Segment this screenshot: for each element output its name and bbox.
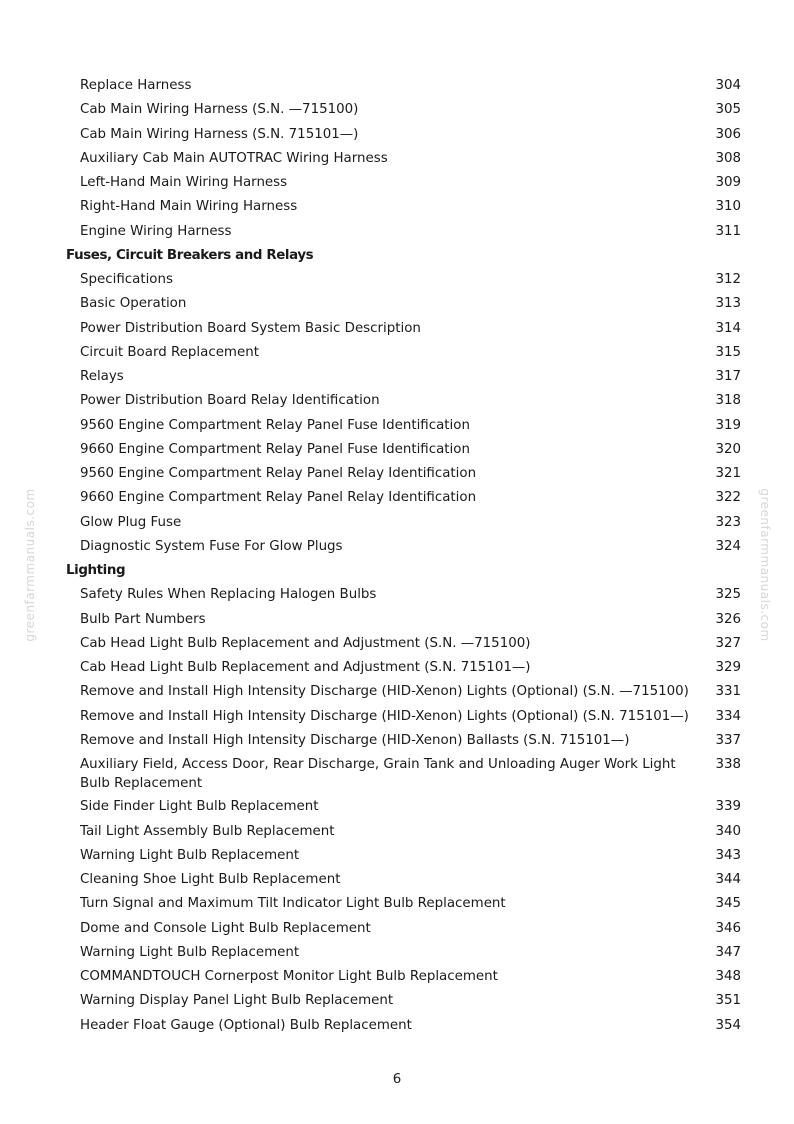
entry-title: Auxiliary Field, Access Door, Rear Discharge, Grain Tank and Unloading Auger Work Light Bulb Replacement	[80, 757, 676, 791]
entry-page-number: 323	[715, 514, 741, 530]
section-title: Lighting	[66, 563, 126, 578]
entry-title: Remove and Install High Intensity Discharge (HID-Xenon) Lights (Optional) (S.N. 715101—)	[80, 708, 689, 724]
entry-page-number: 306	[715, 126, 741, 142]
entry-title: Cab Head Light Bulb Replacement and Adjustment (S.N. —715100)	[80, 635, 531, 651]
entry-page-number: 338	[715, 757, 741, 772]
entry-title: Cleaning Shoe Light Bulb Replacement	[80, 872, 341, 887]
entry-title: Power Distribution Board Relay Identification	[80, 393, 380, 409]
entry-title: Safety Rules When Replacing Halogen Bulbs	[80, 587, 377, 603]
entry-title: Warning Light Bulb Replacement	[80, 944, 300, 960]
entry-title: 9560 Engine Compartment Relay Panel Fuse Identification	[80, 417, 470, 433]
entry-title: Tail Light Assembly Bulb Replacement	[80, 823, 335, 839]
entry-title: Warning Light Bulb Replacement	[80, 847, 300, 863]
entry-page-number: 346	[715, 920, 741, 936]
entry-title: Diagnostic System Fuse For Glow Plugs	[80, 538, 343, 554]
entry-title: Relays	[80, 369, 124, 384]
entry-page-number: 314	[715, 320, 741, 336]
entry-page-number: 313	[715, 296, 741, 312]
section-title: Fuses, Circuit Breakers and Relays	[66, 247, 314, 263]
entry-page-number: 334	[715, 708, 741, 724]
entry-page-number: 312	[715, 272, 741, 287]
entry-title: Bulb Part Numbers	[80, 611, 206, 627]
entry-page-number: 318	[715, 393, 741, 409]
entry-page-number: 348	[715, 969, 741, 984]
entry-title: Specifications	[80, 272, 173, 287]
entry-page-number: 327	[715, 635, 741, 651]
entry-page-number: 311	[715, 223, 741, 239]
entry-title: Warning Display Panel Light Bulb Replacement	[80, 993, 394, 1009]
entry-title: Side Finder Light Bulb Replacement	[80, 799, 319, 815]
entry-title: 9660 Engine Compartment Relay Panel Relay Identification	[80, 490, 477, 506]
entry-title: Auxiliary Cab Main AUTOTRAC Wiring Harness	[80, 150, 388, 166]
entry-page-number: 319	[715, 417, 741, 433]
entry-page-number: 329	[715, 660, 741, 675]
entry-title: Cab Main Wiring Harness (S.N. —715100)	[80, 102, 359, 118]
entry-page-number: 304	[715, 78, 741, 93]
entry-page-number: 305	[715, 102, 741, 118]
entry-title: Remove and Install High Intensity Discharge (HID-Xenon) Lights (Optional) (S.N. —715100)	[80, 684, 689, 700]
entry-page-number: 310	[715, 199, 741, 215]
watermark-right: greenfarmmanuals.com	[758, 488, 772, 642]
entry-page-number: 308	[715, 150, 741, 166]
entry-page-number: 315	[715, 344, 741, 360]
entry-title: Cab Main Wiring Harness (S.N. 715101—)	[80, 126, 359, 142]
entry-page-number: 345	[715, 896, 741, 912]
entry-page-number: 320	[715, 441, 741, 457]
page-number: 6	[392, 1072, 402, 1087]
entry-title: Header Float Gauge (Optional) Bulb Replacement	[80, 1017, 412, 1033]
entry-title: Basic Operation	[80, 296, 187, 312]
entry-page-number: 321	[715, 466, 741, 481]
entry-page-number: 322	[715, 490, 741, 506]
entry-title: 9560 Engine Compartment Relay Panel Relay Identification	[80, 466, 477, 481]
entry-page-number: 339	[715, 799, 741, 815]
entry-page-number: 337	[715, 732, 741, 748]
watermark-left: greenfarmmanuals.com	[23, 488, 37, 642]
entry-page-number: 326	[715, 611, 741, 627]
entry-page-number: 340	[715, 823, 741, 839]
entry-title: Power Distribution Board System Basic Description	[80, 320, 421, 336]
entry-page-number: 331	[715, 684, 741, 700]
entry-title: Remove and Install High Intensity Discharge (HID-Xenon) Ballasts (S.N. 715101—)	[80, 732, 630, 748]
entry-page-number: 344	[715, 872, 741, 887]
entry-page-number: 351	[715, 993, 741, 1009]
entry-title: Replace Harness	[80, 78, 192, 93]
entry-title: Right-Hand Main Wiring Harness	[80, 199, 298, 215]
entry-page-number: 309	[715, 175, 741, 190]
entry-page-number: 324	[715, 538, 741, 554]
entry-title: Glow Plug Fuse	[80, 514, 182, 530]
entry-title: Engine Wiring Harness	[80, 223, 232, 239]
entry-title: Cab Head Light Bulb Replacement and Adjustment (S.N. 715101—)	[80, 660, 531, 675]
entry-title: Circuit Board Replacement	[80, 344, 259, 360]
entry-page-number: 317	[715, 369, 741, 384]
entry-title: Dome and Console Light Bulb Replacement	[80, 920, 371, 936]
entry-page-number: 347	[715, 944, 741, 960]
entry-page-number: 343	[715, 847, 741, 863]
entry-title: 9660 Engine Compartment Relay Panel Fuse Identification	[80, 441, 470, 457]
entry-page-number: 354	[715, 1017, 741, 1033]
entry-page-number: 325	[715, 587, 741, 603]
entry-title: COMMANDTOUCH Cornerpost Monitor Light Bulb Replacement	[80, 969, 498, 984]
entry-title: Left-Hand Main Wiring Harness	[80, 175, 288, 190]
entry-title: Turn Signal and Maximum Tilt Indicator Light Bulb Replacement	[80, 896, 506, 912]
